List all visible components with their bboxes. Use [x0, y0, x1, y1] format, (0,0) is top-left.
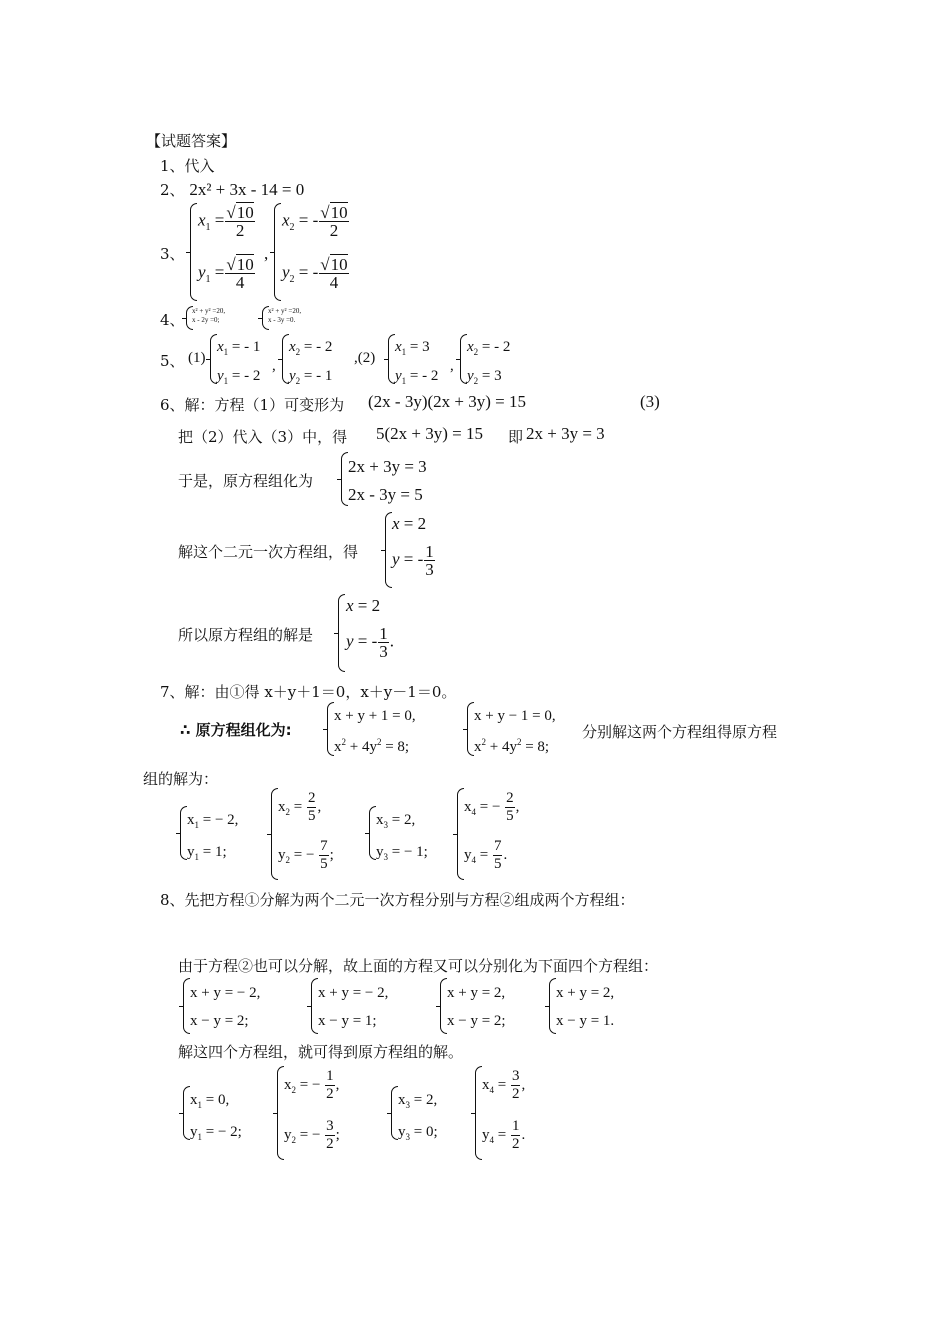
q6-sol1-brace	[385, 512, 392, 588]
q3-comma: ,	[264, 244, 269, 263]
q8-sys4: x + y = 2, x − y = 1.	[556, 985, 615, 1029]
q8-sol2-x: $x_2$ = − $\frac{1}{2}$ ,	[284, 1068, 340, 1102]
q4-sys-a-eq2: x - 2y =0;	[192, 316, 220, 324]
q4-sys-a	[192, 307, 225, 325]
q4-sys-b-eq2: x - 3y =0.	[268, 316, 296, 324]
q7-sol4-brace	[457, 788, 464, 880]
q7-sys1-brace	[327, 702, 334, 756]
q3-eq-y2: $y_2$ = - $\frac{√10}{4}$	[282, 255, 348, 292]
q6-sys1-eq2: 2x - 3y = 5	[348, 485, 423, 504]
q1-line	[160, 155, 215, 176]
q6-line1-eq: (2x - 3y)(2x + 3y) = 15	[368, 392, 526, 411]
q8-sys1: x + y = − 2, x − y = 2;	[190, 985, 261, 1029]
q3-label: 3、	[160, 245, 185, 263]
q7-sol4-x: $x_4$ = − $\frac{2}{5}$ ,	[464, 790, 520, 824]
q8-label: 8、	[160, 891, 185, 909]
q7-line1	[160, 681, 456, 702]
q1-label: 1、	[160, 157, 185, 175]
q5-brace-2	[282, 334, 289, 384]
q4-sys-b	[268, 307, 301, 325]
q2-label: 2、	[160, 181, 185, 199]
q6-line2-text2: 即	[508, 428, 524, 446]
q4-sys-a-eq1: x² + y² =20,	[192, 307, 226, 315]
q8-sol4-brace	[475, 1066, 482, 1160]
q5-brace-1	[210, 334, 217, 384]
q7-continue: 分别解这两个方程组得原方程	[582, 723, 778, 741]
q3-brace-1	[190, 203, 197, 301]
answer-header: 【试题答案】	[146, 132, 237, 150]
q5-comma-1: ,	[272, 358, 276, 374]
q8-line2: 由于方程②也可以分解，故上面的方程又可以分别化为下面四个方程组：	[178, 957, 659, 975]
q7-sys2: x + y − 1 = 0, $x^2 + 4y^2 = 8$;	[474, 708, 556, 755]
q8-sol3-brace	[391, 1086, 398, 1140]
q7-sol1-brace	[180, 806, 187, 860]
q7-sol2-y: $y_2$ = − $\frac{7}{5}$ ;	[278, 838, 334, 872]
q3-eq-x2: $x_2$ = - $\frac{√10}{2}$	[282, 203, 348, 240]
q8-sys3-brace	[440, 978, 447, 1034]
q4-sys-b-eq1: x² + y² =20,	[268, 307, 302, 315]
q7-sys1: x + y + 1 = 0, $x^2 + 4y^2 = 8$;	[334, 708, 416, 755]
q7-sol2-brace	[271, 788, 278, 880]
q7-label: 7、	[160, 683, 185, 701]
q6-sol2-y: y = - $\frac{1}{3}$ .	[346, 624, 395, 661]
q6-sol2-x: x = 2	[346, 596, 381, 615]
q8-sol4-y: $y_4$ = $\frac{1}{2}$ .	[482, 1118, 526, 1152]
q3-brace-2	[274, 203, 281, 301]
q7-sol2-x: $x_2$ = $\frac{2}{5}$ ,	[278, 790, 322, 824]
q5-label: 5、	[160, 352, 185, 370]
q5-part2: ,(2)	[354, 350, 376, 366]
q8-sys2-brace	[311, 978, 318, 1034]
q7-sol3-brace	[369, 806, 376, 860]
q4-label: 4、	[160, 311, 185, 329]
q6-sol1-x: x = 2	[392, 514, 427, 533]
q8-sol2-brace	[277, 1066, 284, 1160]
q6-line1	[160, 394, 344, 415]
q6-line2-eq2: 2x + 3y = 3	[526, 424, 605, 443]
q5-sys-1: $x_1$ = - 1 $y_1$ = - 2	[217, 339, 261, 386]
q8-line3: 解这四个方程组，就可得到原方程组的解。	[178, 1043, 464, 1061]
q6-sys1-brace	[341, 452, 348, 506]
q6-sys1	[348, 453, 427, 509]
q6-sol1-y: y = - $\frac{1}{3}$	[392, 542, 434, 579]
q8-line1-text: 先把方程①分解为两个二元一次方程分别与方程②组成两个方程组：	[184, 891, 635, 909]
q8-sys1-brace	[183, 978, 190, 1034]
q8-sys4-brace	[549, 978, 556, 1034]
q6-line5-text: 所以原方程组的解是	[178, 626, 314, 644]
q6-sol2-brace	[338, 594, 345, 672]
q1-text: 代入	[184, 157, 215, 175]
q5-brace-4	[460, 334, 467, 384]
q5-brace-3	[388, 334, 395, 384]
q6-line1-tag: (3)	[640, 392, 660, 411]
q7-sys2-brace	[467, 702, 474, 756]
q2-equation: 2x² + 3x - 14 = 0	[189, 180, 305, 199]
q7-sol1: $x_1$ = − 2, $y_1 = 1$;	[187, 812, 239, 862]
q8-line1	[160, 889, 635, 910]
q6-line2-eq: 5(2x + 3y) = 15	[376, 424, 483, 443]
q3-eq-x1: $x_1$ = $\frac{√10}{2}$	[198, 203, 254, 240]
q7-therefore: ∴ 原方程组化为:	[180, 721, 292, 739]
q8-sol1-brace	[183, 1086, 190, 1140]
q7-line1-text: 解：由①得 x＋y＋1＝0，x＋y－1＝0。	[184, 683, 457, 701]
q5-sys-4: $x_2$ = - 2 $y_2 = 3$	[467, 339, 511, 386]
q8-sol3: $x_3 = 2$, $y_3 = 0$;	[398, 1092, 438, 1142]
q5-comma-2: ,	[450, 358, 454, 374]
q7-sol4-y: $y_4$ = $\frac{7}{5}$ .	[464, 838, 508, 872]
q8-sol4-x: $x_4$ = $\frac{3}{2}$ ,	[482, 1068, 526, 1102]
q6-line1-text: 解：方程（1）可变形为	[184, 396, 345, 414]
q5-sys-2: $x_2$ = - 2 $y_2$ = - 1	[289, 339, 333, 386]
q5-sys-3: $x_1 = 3$ $y_1$ = - 2	[395, 339, 439, 386]
q3-eq-y1: $y_1$ = $\frac{√10}{4}$	[198, 255, 254, 292]
q6-line4-text: 解这个二元一次方程组，得	[178, 543, 359, 561]
q2-line	[160, 179, 304, 200]
q8-sys3: x + y = 2, x − y = 2;	[447, 985, 506, 1029]
q5-part1: (1)	[188, 350, 206, 366]
q6-label: 6、	[160, 396, 185, 414]
q8-sys2: x + y = − 2, x − y = 1;	[318, 985, 389, 1029]
q6-line3-text: 于是，原方程组化为	[178, 472, 314, 490]
q7-line3: 组的解为：	[143, 770, 219, 788]
q6-line2-text: 把（2）代入（3）中，得	[178, 428, 348, 446]
q7-sol3: $x_3 = 2$, $y_3$ = − 1;	[376, 812, 428, 862]
q8-sol1: $x_1 = 0$, $y_1$ = − 2;	[190, 1092, 242, 1142]
q8-sol2-y: $y_2$ = − $\frac{3}{2}$ ;	[284, 1118, 340, 1152]
q6-sys1-eq1: 2x + 3y = 3	[348, 457, 427, 476]
